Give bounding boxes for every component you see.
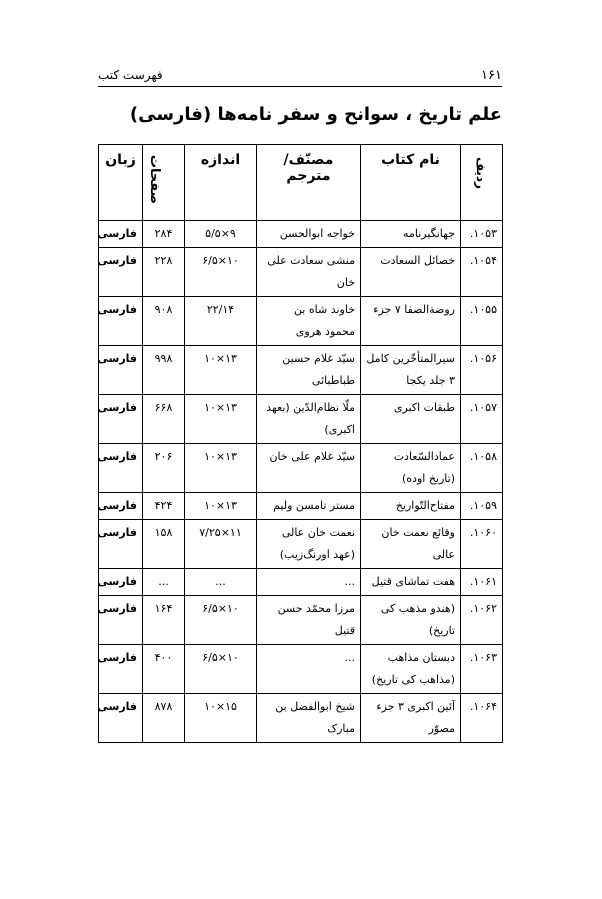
running-header xyxy=(98,62,502,87)
page-count-cell: ۹۰۸ xyxy=(143,297,185,346)
row-number-cell: ۱۰۶۱. xyxy=(461,569,503,596)
table-row xyxy=(99,346,503,395)
book-size-cell: ۱۰×۶/۵ xyxy=(185,596,257,645)
book-title-cell: عمادالسّعادت (تاریخ اوده) xyxy=(361,444,461,493)
author-translator-cell: مرزا محمّد حسن قتیل xyxy=(257,596,361,645)
book-size-cell: ۹×۵/۵ xyxy=(185,221,257,248)
page-count-cell: ۱۵۸ xyxy=(143,520,185,569)
page-count-cell: ۲۰۶ xyxy=(143,444,185,493)
table-row xyxy=(99,444,503,493)
author-translator-cell: منشی سعادت علی خان xyxy=(257,248,361,297)
language-cell: فارسی xyxy=(99,395,143,444)
language-cell: فارسی xyxy=(99,520,143,569)
language-cell: فارسی xyxy=(99,569,143,596)
section-title: علم تاریخ ، سوانح و سفر نامه‌ها (فارسی) xyxy=(129,104,502,125)
row-number-cell: ۱۰۵۹. xyxy=(461,493,503,520)
author-translator-cell: ... xyxy=(257,569,361,596)
book-title-cell: خصائل السعادت xyxy=(361,248,461,297)
page-count-cell: ۴۰۰ xyxy=(143,645,185,694)
row-number-cell: ۱۰۶۰. xyxy=(461,520,503,569)
table-row xyxy=(99,221,503,248)
page-count-cell: ۴۲۴ xyxy=(143,493,185,520)
author-translator-cell: خواجه ابوالحسن xyxy=(257,221,361,248)
language-cell: فارسی xyxy=(99,493,143,520)
language-cell: فارسی xyxy=(99,444,143,493)
book-title-cell: سیرالمتأخّرین کامل ۳ جلد یکجا xyxy=(361,346,461,395)
author-translator-cell: ملّا نظام‌الدّین (بعهد اکبری) xyxy=(257,395,361,444)
header-row-number: ردیف xyxy=(461,145,503,221)
book-title-cell: (هندو مذهب کی تاریخ) xyxy=(361,596,461,645)
language-cell: فارسی xyxy=(99,248,143,297)
table-row xyxy=(99,520,503,569)
book-size-cell: ۱۱×۷/۲۵ xyxy=(185,520,257,569)
row-number-cell: ۱۰۵۵. xyxy=(461,297,503,346)
table-row xyxy=(99,645,503,694)
language-cell: فارسی xyxy=(99,221,143,248)
page-count-cell: ۶۶۸ xyxy=(143,395,185,444)
header-book-title: نام کتاب xyxy=(361,145,461,221)
book-title-cell: طبقات اکبری xyxy=(361,395,461,444)
author-translator-cell: ... xyxy=(257,645,361,694)
row-number-cell: ۱۰۵۸. xyxy=(461,444,503,493)
book-title-cell: مفتاح‌التّواریخ xyxy=(361,493,461,520)
book-size-cell: ۱۵×۱۰ xyxy=(185,694,257,743)
book-title-cell: دبستان مذاهب (مذاهب کی تاریخ) xyxy=(361,645,461,694)
row-number-cell: ۱۰۵۷. xyxy=(461,395,503,444)
catalog-table xyxy=(98,144,503,743)
book-title-cell: روضة‌الصفا ۷ جزء xyxy=(361,297,461,346)
author-translator-cell: نعمت خان عالی (عهد اورنگ‌زیب) xyxy=(257,520,361,569)
header-size: اندازه xyxy=(185,145,257,221)
language-cell: فارسی xyxy=(99,297,143,346)
table-row xyxy=(99,248,503,297)
book-size-cell: ۱۳×۱۰ xyxy=(185,346,257,395)
book-title-cell: هفت تماشای قتیل xyxy=(361,569,461,596)
row-number-cell: ۱۰۵۳. xyxy=(461,221,503,248)
book-size-cell: ۱۳×۱۰ xyxy=(185,493,257,520)
row-number-cell: ۱۰۶۲. xyxy=(461,596,503,645)
header-language: زبان xyxy=(99,145,143,221)
language-cell: فارسی xyxy=(99,645,143,694)
header-author: مصنّف/مترجم xyxy=(257,145,361,221)
language-cell: فارسی xyxy=(99,596,143,645)
book-title-cell: جهانگیرنامه xyxy=(361,221,461,248)
table-row xyxy=(99,297,503,346)
table-row xyxy=(99,694,503,743)
book-title-cell: آئین اکبری ۳ جزء مصوّر xyxy=(361,694,461,743)
page-count-cell: ... xyxy=(143,569,185,596)
header-pages: صفحات xyxy=(143,145,185,221)
row-number-cell: ۱۰۶۴. xyxy=(461,694,503,743)
table-row xyxy=(99,596,503,645)
language-cell: فارسی xyxy=(99,346,143,395)
book-size-cell: ۲۲/۱۴ xyxy=(185,297,257,346)
page-count-cell: ۲۲۸ xyxy=(143,248,185,297)
author-translator-cell: خاوند شاه بن محمود هروی xyxy=(257,297,361,346)
page-number: ۱۶۱ xyxy=(481,68,502,83)
author-translator-cell: سیّد غلام علی خان xyxy=(257,444,361,493)
table-row xyxy=(99,493,503,520)
row-number-cell: ۱۰۶۳. xyxy=(461,645,503,694)
table-header-row xyxy=(99,145,503,221)
page-count-cell: ۲۸۴ xyxy=(143,221,185,248)
author-translator-cell: سیّد غلام حسین طباطبائی xyxy=(257,346,361,395)
author-translator-cell: مستر تامسن ولیم xyxy=(257,493,361,520)
table-row xyxy=(99,569,503,596)
book-size-cell: ۱۳×۱۰ xyxy=(185,395,257,444)
author-translator-cell: شیخ ابوالفضل بن مبارک xyxy=(257,694,361,743)
page-count-cell: ۸۷۸ xyxy=(143,694,185,743)
row-number-cell: ۱۰۵۶. xyxy=(461,346,503,395)
page-count-cell: ۹۹۸ xyxy=(143,346,185,395)
book-size-cell: ... xyxy=(185,569,257,596)
table-row xyxy=(99,395,503,444)
page-count-cell: ۱۶۴ xyxy=(143,596,185,645)
book-size-cell: ۱۳×۱۰ xyxy=(185,444,257,493)
row-number-cell: ۱۰۵۴. xyxy=(461,248,503,297)
book-size-cell: ۱۰×۶/۵ xyxy=(185,248,257,297)
running-title: فهرست کتب xyxy=(98,68,163,82)
language-cell: فارسی xyxy=(99,694,143,743)
book-size-cell: ۱۰×۶/۵ xyxy=(185,645,257,694)
book-title-cell: وقائع نعمت خان عالی xyxy=(361,520,461,569)
